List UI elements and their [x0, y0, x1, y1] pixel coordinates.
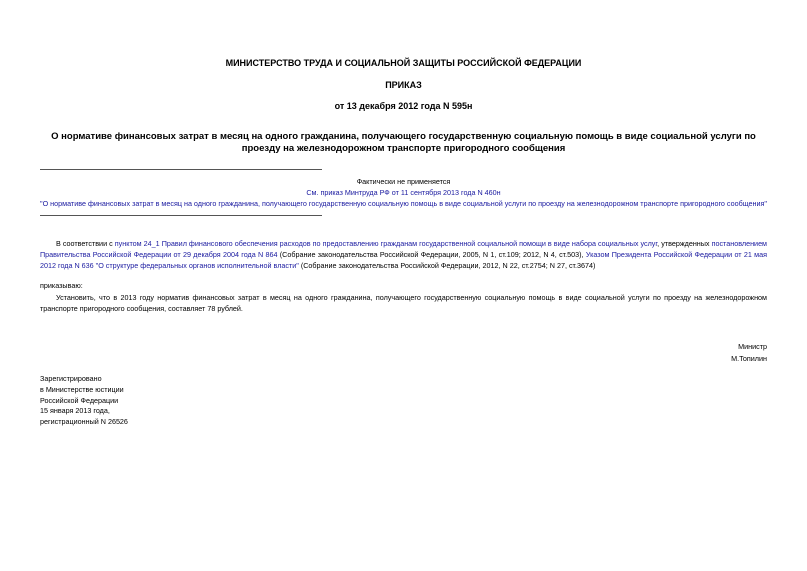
basis-intro: В соответствии с	[56, 239, 115, 248]
signatory-name: М.Топилин	[731, 354, 767, 363]
status-note-link-title[interactable]: "О нормативе финансовых затрат в месяц на одного гражданина, получающего государственную социальную помощь в виде социальной услуги по проезду на железнодорожном транспорте пригородного сообщения"	[40, 199, 767, 208]
signatory-title: Министр	[738, 342, 767, 351]
order-verb: приказываю:	[40, 281, 83, 290]
basis-end: (Собрание законодательства Российской Федерации, 2012, N 22, ст.2754; N 27, ст.3674)	[298, 261, 596, 270]
decree-paragraph: Установить, что в 2013 году норматив финансовых затрат в месяц на одного гражданина, получающего государственную социальную помощь в виде социальной услуги по проезду на железнодорожном транспорте пригородного сообщения, составляет 78 рублей.	[40, 293, 767, 313]
basis-mid1: , утвержденных	[657, 239, 712, 248]
ministry-heading: МИНИСТЕРСТВО ТРУДА И СОЦИАЛЬНОЙ ЗАЩИТЫ РОССИЙСКОЙ ФЕДЕРАЦИИ	[225, 58, 582, 68]
registration-line: 15 января 2013 года,	[40, 406, 110, 416]
basis-link-resolution[interactable]: постановлением Правительства Российской Федерации от 29 декабря 2004 года N 864	[40, 239, 768, 259]
divider-top	[40, 169, 322, 170]
status-note-text: Фактически не применяется	[356, 177, 451, 186]
registration-line: Российской Федерации	[40, 395, 119, 405]
basis-link-decree[interactable]: Указом Президента Российской Федерации от 21 мая 2012 года N 636 "О структуре федеральных органов исполнительной власти"	[40, 250, 767, 270]
basis-mid2: (Собрание законодательства Российской Федерации, 2005, N 1, ст.109; 2012, N 4, ст.503),	[277, 250, 586, 259]
basis-link-rules[interactable]: пунктом 24_1 Правил финансового обеспечения расходов по предоставлению гражданам государственной социальной помощи в виде набора социальных услуг	[114, 239, 658, 248]
status-note-link[interactable]: См. приказ Минтруда РФ от 11 сентября 2013 года N 460н	[306, 188, 501, 197]
registration-line: в Министерстве юстиции	[40, 384, 124, 394]
order-date-heading: от 13 декабря 2012 года N 595н	[334, 101, 473, 111]
registration-line: регистрационный N 26526	[40, 417, 128, 427]
basis-paragraph	[40, 238, 767, 271]
divider-bottom	[40, 215, 322, 216]
order-type-heading: ПРИКАЗ	[385, 80, 422, 90]
registration-line: Зарегистрировано	[40, 374, 102, 383]
document-title: О нормативе финансовых затрат в месяц на одного гражданина, получающего государственную социальную помощь в виде социальной услуги по проезду на железнодорожном транспорте пригородного сообщения	[51, 131, 756, 154]
registration-block	[40, 374, 128, 428]
